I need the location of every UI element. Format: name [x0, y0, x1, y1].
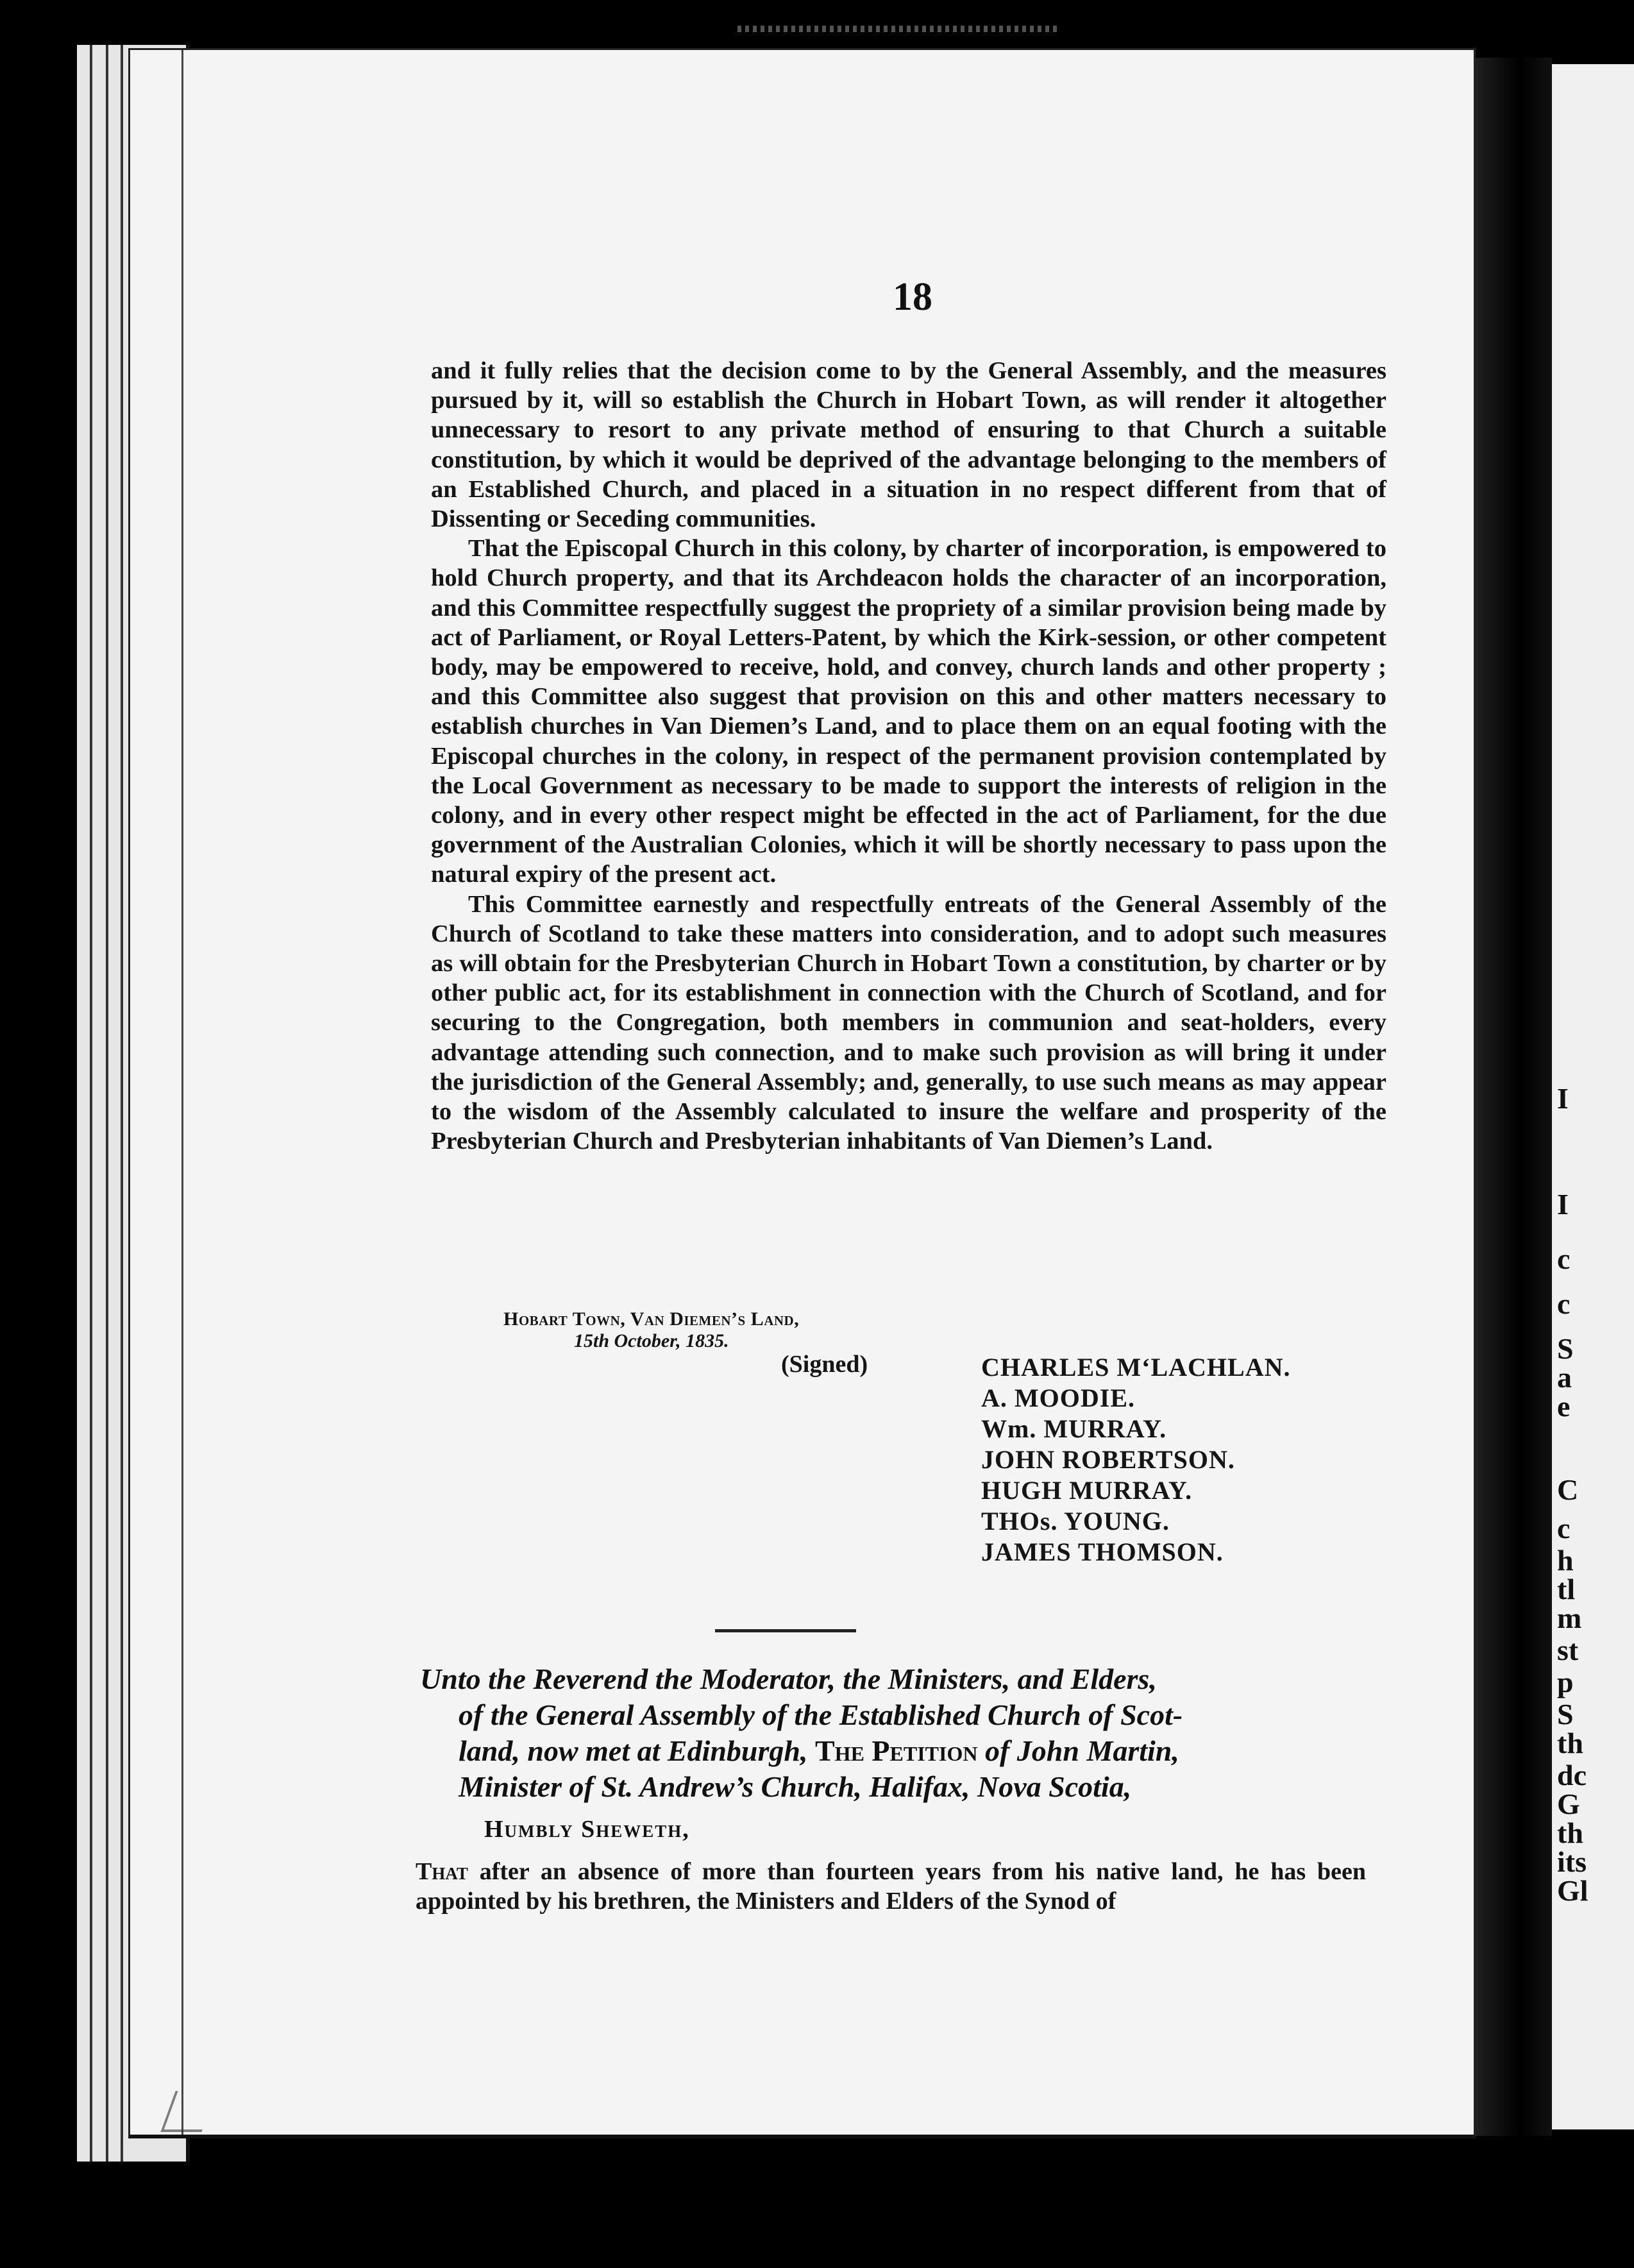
facing-page-fragment: I [1557, 1188, 1569, 1221]
facing-page-fragment: I [1557, 1082, 1569, 1115]
petition-title: The Petition [815, 1734, 978, 1767]
facing-page-fragment: C [1557, 1473, 1579, 1506]
facing-page-fragment: m [1557, 1602, 1582, 1634]
signatories-list [981, 1352, 1290, 1568]
petition-text: after an absence of more than fourteen years from his native land, he has been appointed by his brethren, the Ministers and Elders of the Synod of [416, 1858, 1366, 1915]
petition-heading-line [420, 1733, 1401, 1769]
dateline [503, 1308, 799, 1352]
facing-page-fragment: a [1557, 1361, 1572, 1394]
signed-label: (Signed) [781, 1351, 868, 1378]
signatory: JOHN ROBERTSON. [981, 1445, 1235, 1474]
scan-marks [737, 26, 1058, 32]
facing-page-fragment: dc [1557, 1759, 1587, 1791]
page-edge [90, 45, 92, 2162]
page-edge [106, 45, 108, 2162]
paragraph: This Committee earnestly and respectfully entreats of the General Assembly of the Church of Scotland to take these matters into consideration, and to adopt such measures as will obtain for the Presbyterian Church in Hobart Town a constitution, by charter or by other public act, for its establishment in connection with the Church of Scotland, and for securing to the Congregation, both members in communion and seat-holders, every advantage attending such connection, and to make such provision as will bring it under the jurisdiction of the General Assembly; and, generally, to use such means as may appear to the wisdom of the Assembly calculated to insure the welfare and prosperity of the Presbyterian Church and Presbyterian inhabitants of Van Diemen’s Land. [431, 890, 1386, 1155]
facing-page-fragment: its [1557, 1845, 1587, 1878]
petition-heading-line: Unto the Reverend the Moderator, the Ministers, and Elders, [420, 1663, 1157, 1695]
facing-page-fragment: c [1557, 1242, 1571, 1275]
facing-page-fragment: st [1557, 1634, 1579, 1666]
section-divider [715, 1629, 856, 1632]
facing-page-fragment: S [1557, 1332, 1574, 1365]
petition-heading-text: land, now met at Edinburgh, [459, 1734, 808, 1767]
page-number: 18 [893, 275, 932, 319]
petition-heading-text: of John Martin, [984, 1734, 1179, 1767]
facing-page-fragment: S [1557, 1698, 1574, 1731]
dateline-date: 15th October, 1835. [574, 1330, 729, 1351]
facing-page-fragment: th [1557, 1816, 1583, 1849]
dateline-place: Hobart Town, Van Diemen’s Land, [503, 1308, 800, 1330]
petition-heading [420, 1661, 1401, 1805]
humbly-sheweth: Humbly Sheweth, [484, 1816, 690, 1843]
facing-page-fragment: c [1557, 1287, 1571, 1320]
facing-page-fragment: e [1557, 1390, 1571, 1423]
paragraph: That the Episcopal Church in this colony, by charter of incorporation, is empowered to hold Church property, and that its Archdeacon holds the character of an incorporation, and this Committee respectfully suggest the propriety of a similar provision being made by act of Parliament, or Royal Letters-Patent, by which the Kirk-session, or other competent body, may be empowered to receive, hold, and convey, church lands and other property ; and this Committee also suggest that provision on this and other matters necessary to establish churches in Van Diemen’s Land, and to place them on an equal footing with the Episcopal churches in the colony, in respect of the permanent provision contemplated by the Local Government as necessary to be made to support the interests of religion in the colony, and in every other respect might be effected in the act of Parliament, for the due government of the Australian Colonies, which it will be shortly necessary to pass upon the natural expiry of the present act. [431, 535, 1386, 888]
facing-page-fragment: p [1557, 1666, 1574, 1698]
petition-heading-line: of the General Assembly of the Established Church of Scot- [459, 1698, 1183, 1731]
signatory: THOs. YOUNG. [981, 1507, 1170, 1536]
page-inner-line [181, 50, 183, 2135]
page-edge [121, 45, 123, 2162]
facing-page-fragment: h [1557, 1544, 1574, 1577]
facing-page-fragment: G [1557, 1788, 1580, 1820]
signatory: HUGH MURRAY. [981, 1476, 1193, 1505]
signatory: CHARLES M‘LACHLAN. [981, 1353, 1291, 1382]
petition-that: That [416, 1858, 468, 1885]
facing-page-fragment: c [1557, 1512, 1571, 1544]
petition-body [416, 1857, 1366, 1916]
facing-page-fragment: th [1557, 1727, 1583, 1759]
signatory: A. MOODIE. [981, 1384, 1135, 1412]
signatory: Wm. MURRAY. [981, 1414, 1167, 1443]
gutter-shadow [1472, 58, 1552, 2136]
facing-page-fragment: tl [1557, 1573, 1576, 1605]
signatory: JAMES THOMSON. [981, 1537, 1224, 1566]
petition-heading-line: Minister of St. Andrew’s Church, Halifax, Nova Scotia, [459, 1770, 1132, 1803]
paragraph: and it fully relies that the decision come to by the General Assembly, and the measures pursued by it, will so establish the Church in Hobart Town, as will render it altogether unnecessary to resort to any private method of ensuring to that Church a suitable constitution, by which it would be deprived of the advantage belonging to the members of an Established Church, and placed in a situation in no respect different from that of Dissenting or Seceding communities. [431, 357, 1386, 533]
facing-page-fragment: Gl [1557, 1874, 1588, 1907]
next-page-edge [1552, 64, 1634, 2129]
committee-text [431, 356, 1386, 1156]
scan-top-border [0, 0, 1634, 45]
